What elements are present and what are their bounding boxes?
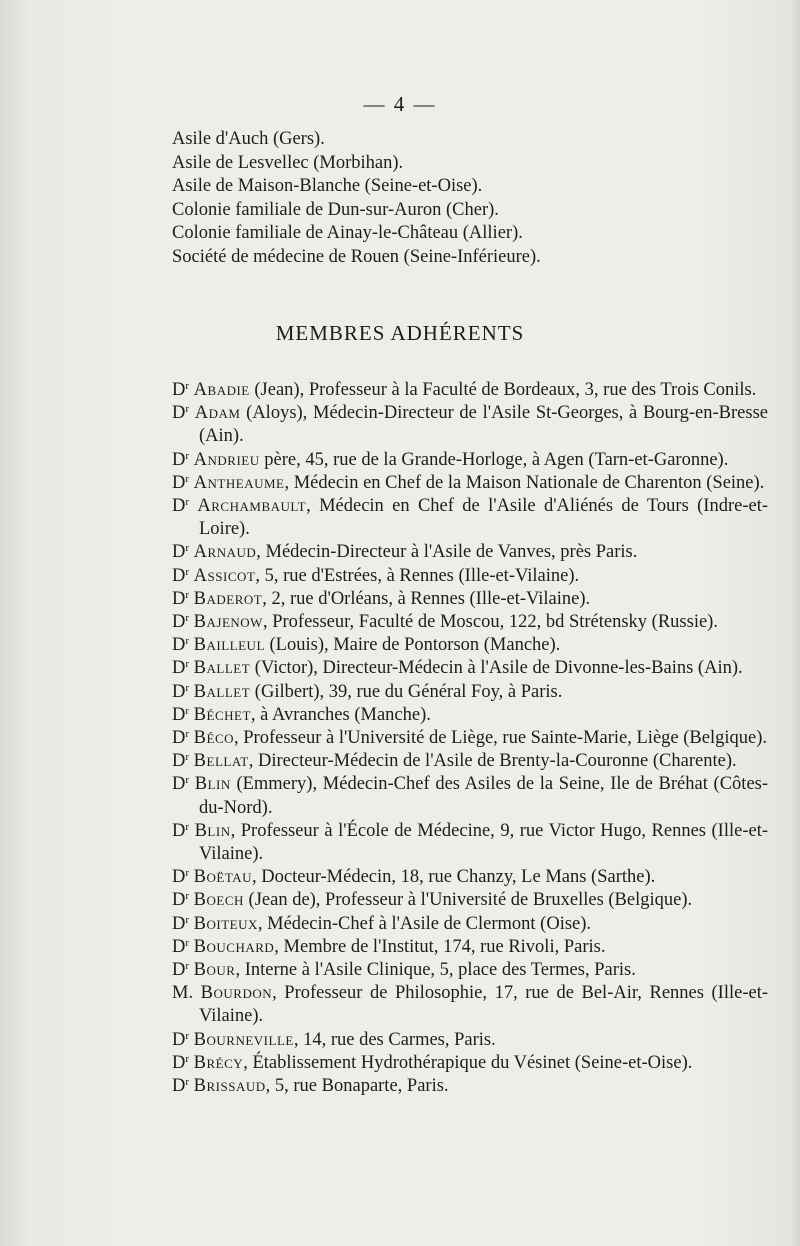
member-name: Bourdon (200, 983, 273, 1004)
member-name: Béchet (193, 704, 251, 725)
member-entry (172, 472, 768, 495)
member-entry (172, 611, 768, 634)
member-entry (172, 657, 768, 680)
institution-item: Asile de Lesvellec (Morbihan). (172, 152, 404, 173)
member-title: $D^r$ (172, 867, 190, 888)
member-entry (172, 1075, 768, 1098)
member-name: Bailleul (193, 635, 265, 656)
member-name: Bouchard (193, 936, 275, 957)
member-title: $D^r$ (172, 403, 190, 424)
member-details: , Interne à l'Asile Clinique, 5, place des Termes, Paris. (235, 960, 636, 981)
member-details: , à Avranches (Manche). (250, 704, 431, 725)
member-name: Boëtau (193, 867, 253, 888)
member-details: , Professeur à l'École de Médecine, 9, rue Victor Hugo, Rennes (Ille-et-Vilaine). (199, 820, 769, 865)
member-details: (Louis), Maire de Pontorson (Manche). (264, 635, 561, 656)
member-entry (172, 681, 768, 704)
member-details: , Docteur-Médecin, 18, rue Chanzy, Le Mans (Sarthe). (252, 867, 656, 888)
page-number: — 4 — (363, 92, 437, 116)
member-name: Ballet (193, 681, 251, 702)
institution-item: Colonie familiale de Ainay-le-Château (Allier). (172, 223, 523, 243)
member-name: Brissaud (193, 1076, 266, 1097)
member-entry (172, 959, 768, 982)
member-entry (172, 379, 768, 402)
member-name: Bourneville (193, 1029, 294, 1050)
member-entry (172, 773, 768, 819)
member-title: $D^r$ (172, 890, 190, 911)
member-title: $D^r$ (172, 704, 190, 725)
member-list (172, 379, 768, 1098)
member-title: $D^r$ (172, 496, 190, 517)
member-title: $D^r$ (172, 449, 190, 470)
member-entry (172, 495, 768, 541)
member-entry (172, 750, 768, 773)
member-details: (Victor), Directeur-Médecin à l'Asile de Divonne-les-Bains (Ain). (250, 658, 743, 679)
member-entry (172, 541, 768, 564)
institution-item: Asile de Maison-Blanche (Seine-et-Oise). (172, 176, 483, 196)
member-name: Bour (193, 960, 236, 981)
member-title: $D^r$ (172, 774, 190, 795)
member-name: Béco (193, 728, 235, 749)
member-title: $D^r$ (172, 960, 190, 981)
member-name: Antheaume (193, 472, 285, 493)
member-entry (172, 704, 768, 727)
section-title: MEMBRES ADHÉRENTS (275, 321, 525, 345)
member-entry (172, 866, 768, 889)
institution-item: Colonie familiale de Dun-sur-Auron (Cher). (172, 199, 499, 220)
member-name: Arnaud (193, 542, 257, 563)
member-entry (172, 588, 768, 611)
member-name: Blin (194, 774, 231, 795)
member-name: Boech (193, 890, 244, 911)
member-details: (Emmery), Médecin-Chef des Asiles de la Seine, Ile de Bréhat (Côtes-du-Nord). (199, 774, 769, 818)
member-details: , 5, rue Bonaparte, Paris. (265, 1076, 449, 1097)
member-name: Assicot (193, 565, 256, 586)
member-entry (172, 936, 768, 959)
member-details: (Jean), Professeur à la Faculté de Bordeaux, 3, rue des Trois Conils. (249, 380, 757, 400)
institution-list (172, 128, 772, 269)
member-title: $D^r$ (172, 913, 190, 934)
member-name: Blin (194, 820, 231, 841)
member-title: $D^r$ (172, 1052, 190, 1073)
member-name: Brécy (193, 1052, 244, 1073)
member-name: Archambault (197, 496, 307, 517)
member-details: , 2, rue d'Orléans, à Rennes (Ille-et-Vilaine). (262, 588, 591, 609)
member-title: $D^r$ (172, 681, 190, 702)
member-name: Boiteux (193, 913, 258, 934)
member-title: $D^r$ (172, 380, 190, 400)
member-title: $D^r$ (172, 635, 190, 656)
member-details: , Médecin en Chef de la Maison Nationale de Charenton (Seine). (284, 472, 765, 493)
member-details: , Établissement Hydrothérapique du Vésinet (Seine-et-Oise). (243, 1052, 693, 1073)
member-entry (172, 449, 768, 472)
member-entry (172, 1029, 768, 1052)
member-title: $D^r$ (172, 588, 190, 609)
member-title: M. (172, 983, 194, 1004)
member-title: $D^r$ (172, 751, 190, 772)
member-name: Bellat (193, 751, 249, 772)
member-title: $D^r$ (172, 472, 190, 493)
member-entry (172, 565, 768, 588)
member-entry (172, 634, 768, 657)
member-details: , Professeur de Philosophie, 17, rue de Bel-Air, Rennes (Ille-et-Vilaine). (199, 983, 768, 1027)
member-entry (172, 889, 768, 912)
member-details: , Médecin-Chef à l'Asile de Clermont (Oise). (257, 913, 592, 934)
member-details: , Membre de l'Institut, 174, rue Rivoli, Paris. (274, 936, 606, 957)
member-entry (172, 982, 768, 1028)
member-details: , Professeur, Faculté de Moscou, 122, bd Strétensky (Russie). (262, 612, 718, 633)
member-details: , 14, rue des Carmes, Paris. (293, 1029, 496, 1050)
member-name: Andrieu (193, 449, 260, 470)
member-details: , Médecin-Directeur à l'Asile de Vanves, près Paris. (256, 542, 638, 563)
member-details: , Professeur à l'Université de Liège, rue Sainte-Marie, Liège (Belgique). (234, 728, 767, 749)
member-title: $D^r$ (172, 612, 190, 633)
member-title: $D^r$ (172, 658, 190, 679)
member-entry (172, 913, 768, 936)
member-name: Bajenow (193, 612, 263, 633)
member-title: $D^r$ (172, 1076, 190, 1097)
member-title: $D^r$ (172, 542, 190, 563)
member-title: $D^r$ (172, 728, 190, 749)
member-details: père, 45, rue de la Grande-Horloge, à Agen (Tarn-et-Garonne). (259, 449, 729, 470)
member-details: , Médecin en Chef de l'Asile d'Aliénés de Tours (Indre-et-Loire). (199, 496, 768, 540)
member-details: (Gilbert), 39, rue du Général Foy, à Paris. (250, 681, 563, 702)
institution-item: Asile d'Auch (Gers). (172, 129, 325, 149)
member-title: $D^r$ (172, 820, 190, 841)
member-details: , Directeur-Médecin de l'Asile de Brenty-la-Couronne (Charente). (248, 751, 737, 772)
member-title: $D^r$ (172, 936, 190, 957)
member-entry (172, 1052, 768, 1075)
member-name: Ballet (193, 658, 251, 679)
member-name: Baderot (193, 588, 263, 609)
member-entry (172, 727, 768, 750)
member-entry (172, 820, 768, 866)
member-name: Abadie (193, 380, 250, 400)
member-details: , 5, rue d'Estrées, à Rennes (Ille-et-Vilaine). (255, 565, 580, 586)
member-name: Adam (194, 403, 241, 424)
member-entry (172, 402, 768, 448)
member-title: $D^r$ (172, 1029, 190, 1050)
member-details: (Aloys), Médecin-Directeur de l'Asile St-Georges, à Bourg-en-Bresse (Ain). (199, 403, 768, 447)
member-title: $D^r$ (172, 565, 190, 586)
member-details: (Jean de), Professeur à l'Université de Bruxelles (Belgique). (243, 890, 693, 911)
institution-item: Société de médecine de Rouen (Seine-Inférieure). (172, 246, 541, 267)
